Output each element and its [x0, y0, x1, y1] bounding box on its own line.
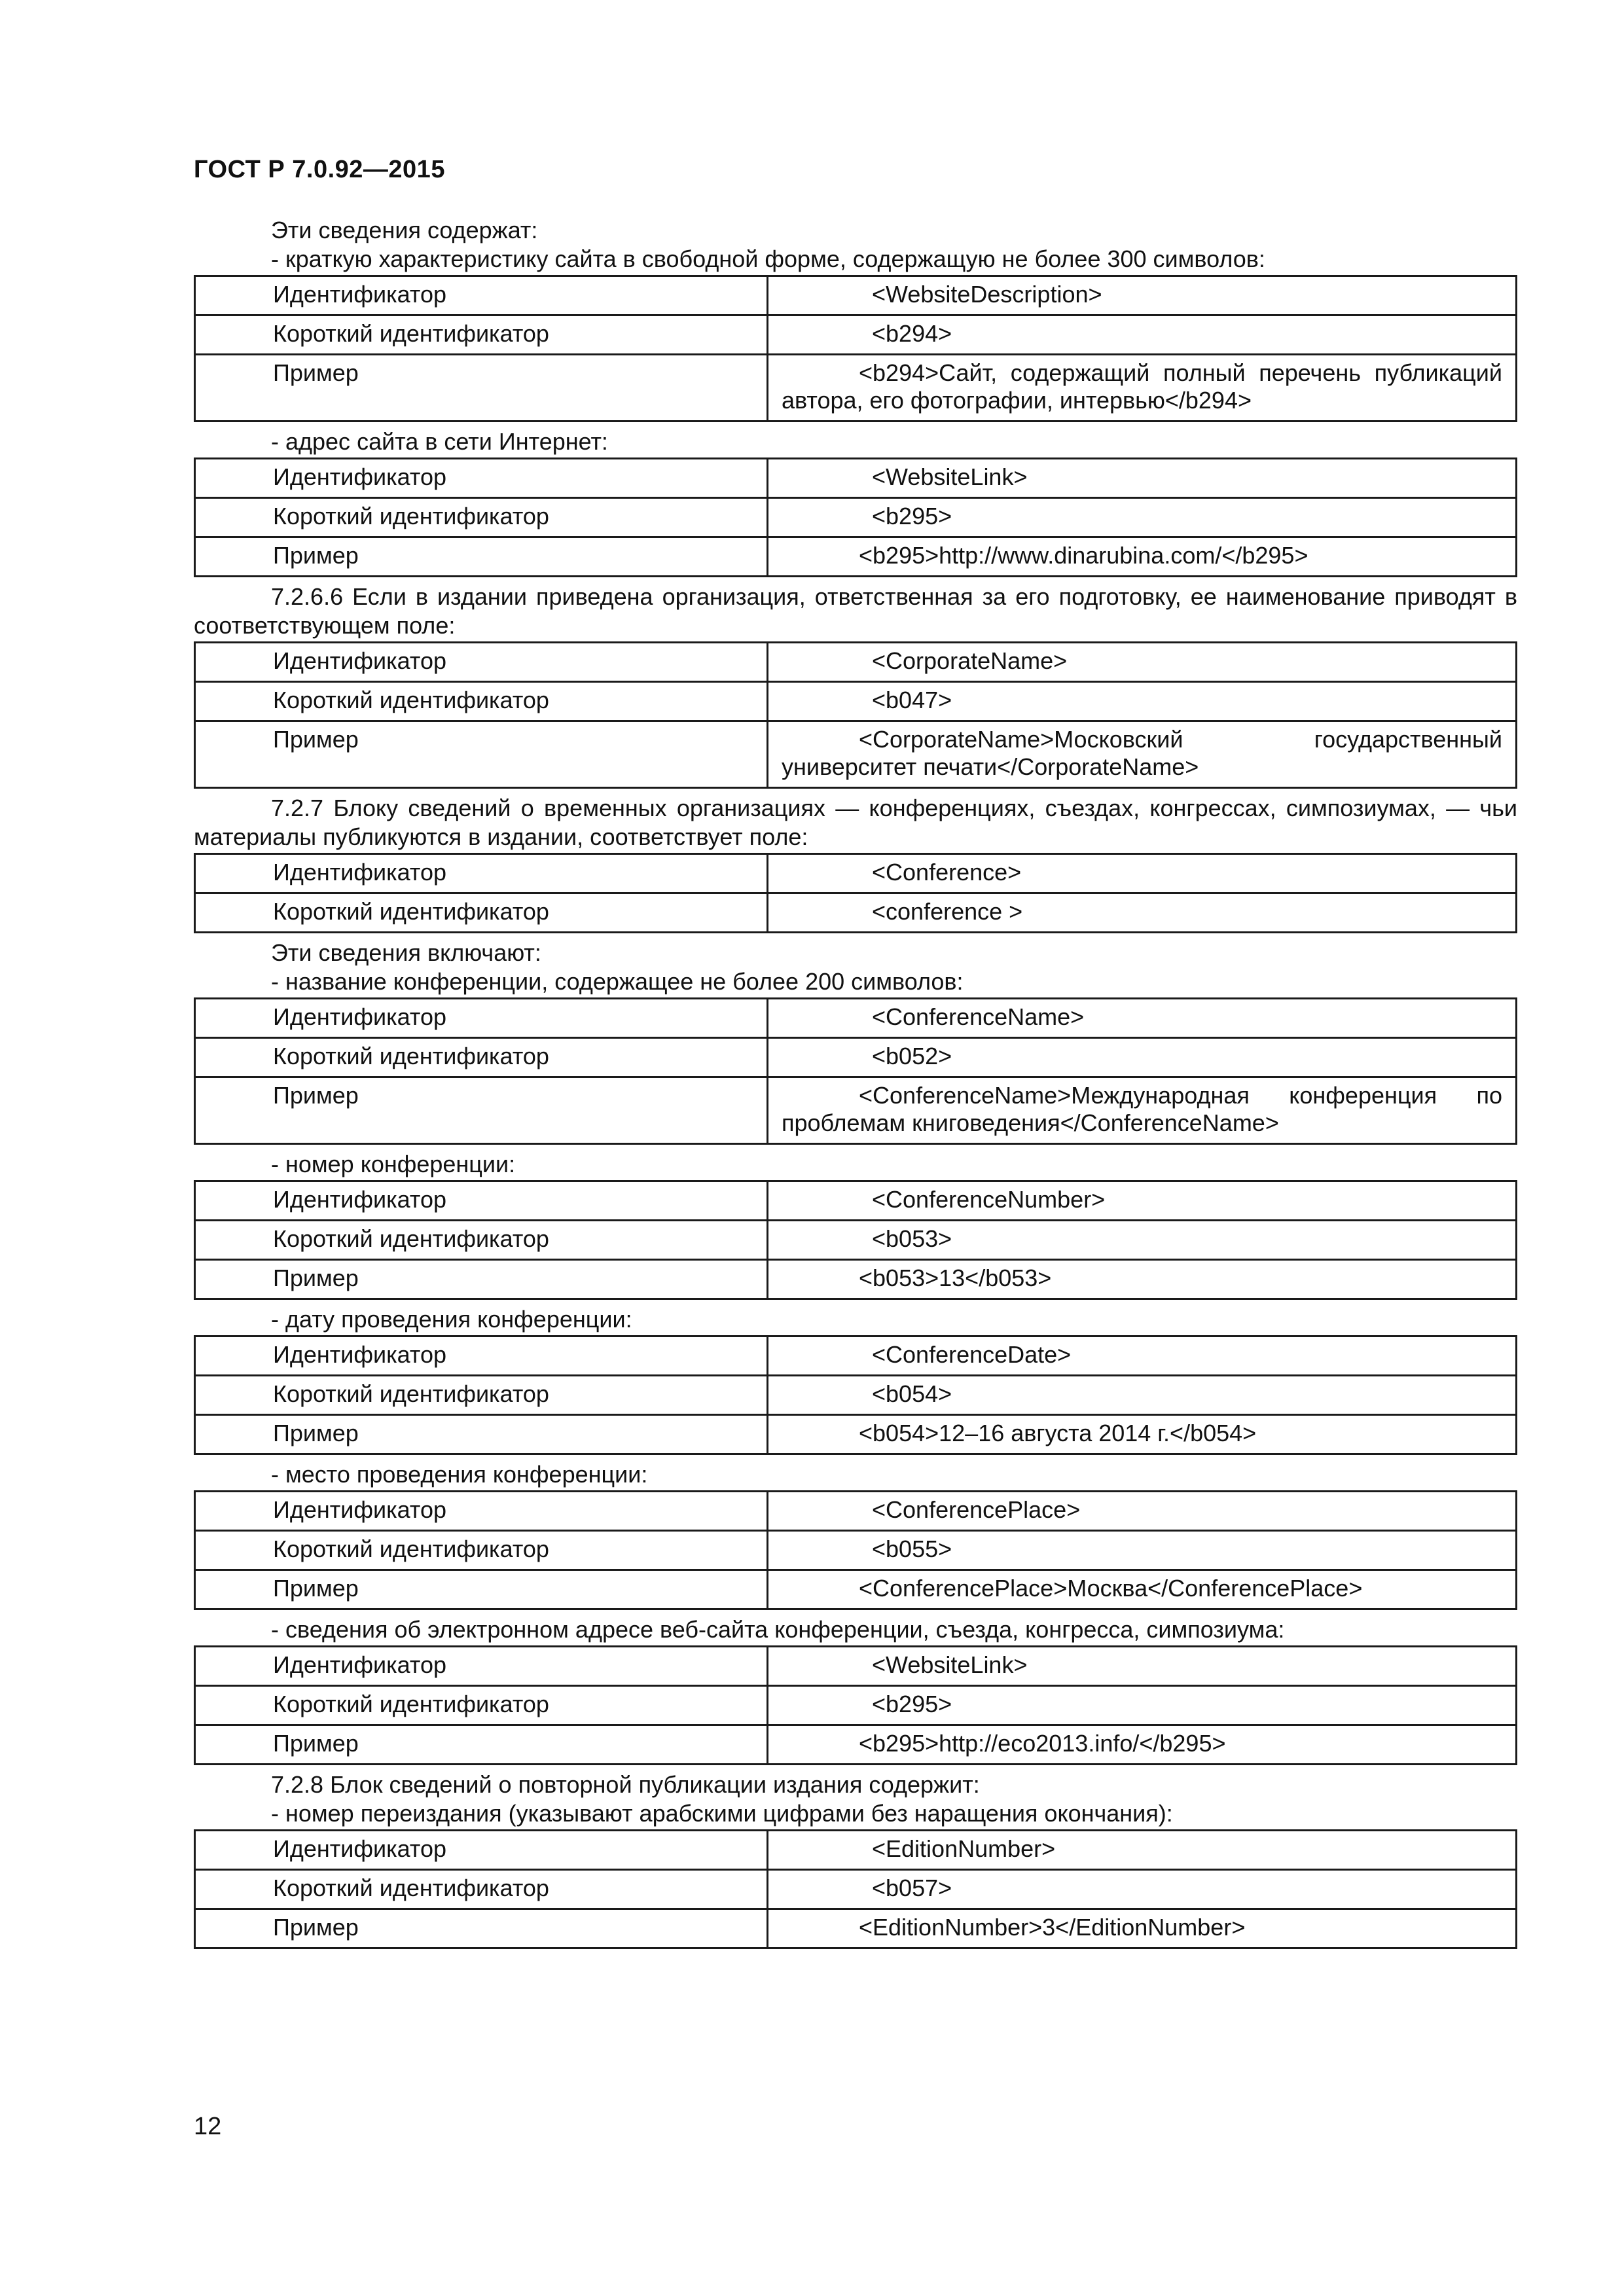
table-row — [195, 1260, 1517, 1299]
example-value: <b053>13</b053> — [768, 1260, 1517, 1299]
short-identifier-label: Короткий идентификатор — [195, 1376, 768, 1415]
table-row — [195, 854, 1517, 893]
identifier-value: <ConferenceName> — [768, 999, 1517, 1038]
spec-table — [194, 1180, 1517, 1300]
table-row — [195, 1686, 1517, 1725]
example-value: <EditionNumber>3</EditionNumber> — [768, 1909, 1517, 1948]
document-header: ГОСТ Р 7.0.92—2015 — [194, 156, 445, 183]
table-row — [195, 498, 1517, 537]
spec-table — [194, 997, 1517, 1145]
example-value: <ConferenceName>Международная конференция по проблемам книговедения</ConferenceName> — [768, 1077, 1517, 1144]
text-line: Эти сведения содержат: — [271, 217, 538, 243]
text-line: - краткую характеристику сайта в свободной форме, содержащую не более 300 символов: — [271, 245, 1265, 272]
table-row — [195, 1531, 1517, 1570]
table-row — [195, 315, 1517, 355]
paragraph: 7.2.6.6 Если в издании приведена организация, ответственная за его подготовку, ее наименование приводят в соответствующем поле: — [194, 583, 1517, 639]
short-identifier-value: <conference > — [768, 893, 1517, 933]
text-line: - номер конференции: — [271, 1151, 516, 1177]
identifier-label: Идентификатор — [195, 999, 768, 1038]
identifier-label: Идентификатор — [195, 1336, 768, 1376]
spec-table — [194, 275, 1517, 422]
identifier-label: Идентификатор — [195, 1647, 768, 1686]
example-value: <CorporateName>Московский государственный университет печати</CorporateName> — [768, 721, 1517, 788]
short-identifier-value: <b295> — [768, 498, 1517, 537]
identifier-value: <EditionNumber> — [768, 1831, 1517, 1870]
short-identifier-value: <b054> — [768, 1376, 1517, 1415]
table-row — [195, 1221, 1517, 1260]
table-row — [195, 1870, 1517, 1909]
table-row — [195, 1077, 1517, 1144]
identifier-value: <WebsiteLink> — [768, 459, 1517, 498]
table-row — [195, 276, 1517, 315]
document-body — [194, 216, 1517, 1954]
example-value: <b295>http://eco2013.info/</b295> — [768, 1725, 1517, 1765]
table-row — [195, 999, 1517, 1038]
short-identifier-value: <b294> — [768, 315, 1517, 355]
table-row — [195, 1725, 1517, 1765]
identifier-value: <WebsiteLink> — [768, 1647, 1517, 1686]
short-identifier-value: <b295> — [768, 1686, 1517, 1725]
example-value: <b295>http://www.dinarubina.com/</b295> — [768, 537, 1517, 577]
table-row — [195, 537, 1517, 577]
short-identifier-label: Короткий идентификатор — [195, 893, 768, 933]
example-label: Пример — [195, 721, 768, 788]
text-line: - номер переиздания (указывают арабскими цифрами без наращения окончания): — [271, 1800, 1173, 1827]
example-label: Пример — [195, 1415, 768, 1454]
table-row — [195, 1038, 1517, 1077]
example-label: Пример — [195, 355, 768, 422]
short-identifier-label: Короткий идентификатор — [195, 682, 768, 721]
table-row — [195, 1415, 1517, 1454]
text-line: - место проведения конференции: — [271, 1461, 648, 1488]
spec-table — [194, 1645, 1517, 1765]
example-value: <ConferencePlace>Москва</ConferencePlace> — [768, 1570, 1517, 1609]
table-row — [195, 682, 1517, 721]
identifier-value: <WebsiteDescription> — [768, 276, 1517, 315]
table-row — [195, 721, 1517, 788]
table-row — [195, 355, 1517, 422]
spec-table — [194, 853, 1517, 933]
identifier-value: <ConferencePlace> — [768, 1492, 1517, 1531]
spec-table — [194, 457, 1517, 577]
short-identifier-value: <b053> — [768, 1221, 1517, 1260]
text-line: Эти сведения включают: — [271, 939, 541, 966]
identifier-label: Идентификатор — [195, 1831, 768, 1870]
text-line: - название конференции, содержащее не более 200 символов: — [271, 968, 964, 995]
table-row — [195, 1909, 1517, 1948]
short-identifier-label: Короткий идентификатор — [195, 1531, 768, 1570]
identifier-label: Идентификатор — [195, 854, 768, 893]
short-identifier-value: <b047> — [768, 682, 1517, 721]
text-line: - сведения об электронном адресе веб-сайта конференции, съезда, конгресса, симпозиума: — [271, 1616, 1285, 1643]
text-line: 7.2.8 Блок сведений о повторной публикации издания содержит: — [271, 1771, 980, 1798]
table-row — [195, 1570, 1517, 1609]
example-label: Пример — [195, 537, 768, 577]
table-row — [195, 1376, 1517, 1415]
example-label: Пример — [195, 1260, 768, 1299]
paragraph: 7.2.7 Блоку сведений о временных организациях — конференциях, съездах, конгрессах, симпозиумах, — чьи материалы публикуются в издании, соответствует поле: — [194, 795, 1517, 850]
identifier-label: Идентификатор — [195, 643, 768, 682]
table-row — [195, 459, 1517, 498]
example-label: Пример — [195, 1570, 768, 1609]
text-line: - дату проведения конференции: — [271, 1306, 632, 1333]
example-label: Пример — [195, 1725, 768, 1765]
table-row — [195, 643, 1517, 682]
identifier-label: Идентификатор — [195, 459, 768, 498]
identifier-label: Идентификатор — [195, 1181, 768, 1221]
table-row — [195, 1492, 1517, 1531]
identifier-label: Идентификатор — [195, 1492, 768, 1531]
example-value: <b054>12–16 августа 2014 г.</b054> — [768, 1415, 1517, 1454]
short-identifier-label: Короткий идентификатор — [195, 498, 768, 537]
table-row — [195, 893, 1517, 933]
short-identifier-value: <b052> — [768, 1038, 1517, 1077]
short-identifier-label: Короткий идентификатор — [195, 315, 768, 355]
table-row — [195, 1181, 1517, 1221]
short-identifier-label: Короткий идентификатор — [195, 1038, 768, 1077]
table-row — [195, 1647, 1517, 1686]
spec-table — [194, 1829, 1517, 1949]
table-row — [195, 1336, 1517, 1376]
spec-table — [194, 641, 1517, 789]
example-label: Пример — [195, 1909, 768, 1948]
identifier-value: <CorporateName> — [768, 643, 1517, 682]
short-identifier-value: <b055> — [768, 1531, 1517, 1570]
spec-table — [194, 1335, 1517, 1455]
identifier-label: Идентификатор — [195, 276, 768, 315]
table-row — [195, 1831, 1517, 1870]
short-identifier-label: Короткий идентификатор — [195, 1870, 768, 1909]
identifier-value: <ConferenceNumber> — [768, 1181, 1517, 1221]
spec-table — [194, 1490, 1517, 1610]
short-identifier-label: Короткий идентификатор — [195, 1686, 768, 1725]
short-identifier-label: Короткий идентификатор — [195, 1221, 768, 1260]
example-value: <b294>Сайт, содержащий полный перечень публикаций автора, его фотографии, интервью</b294> — [768, 355, 1517, 422]
example-label: Пример — [195, 1077, 768, 1144]
text-line: - адрес сайта в сети Интернет: — [271, 428, 608, 455]
short-identifier-value: <b057> — [768, 1870, 1517, 1909]
identifier-value: <ConferenceDate> — [768, 1336, 1517, 1376]
page-number: 12 — [194, 2113, 222, 2140]
identifier-value: <Conference> — [768, 854, 1517, 893]
